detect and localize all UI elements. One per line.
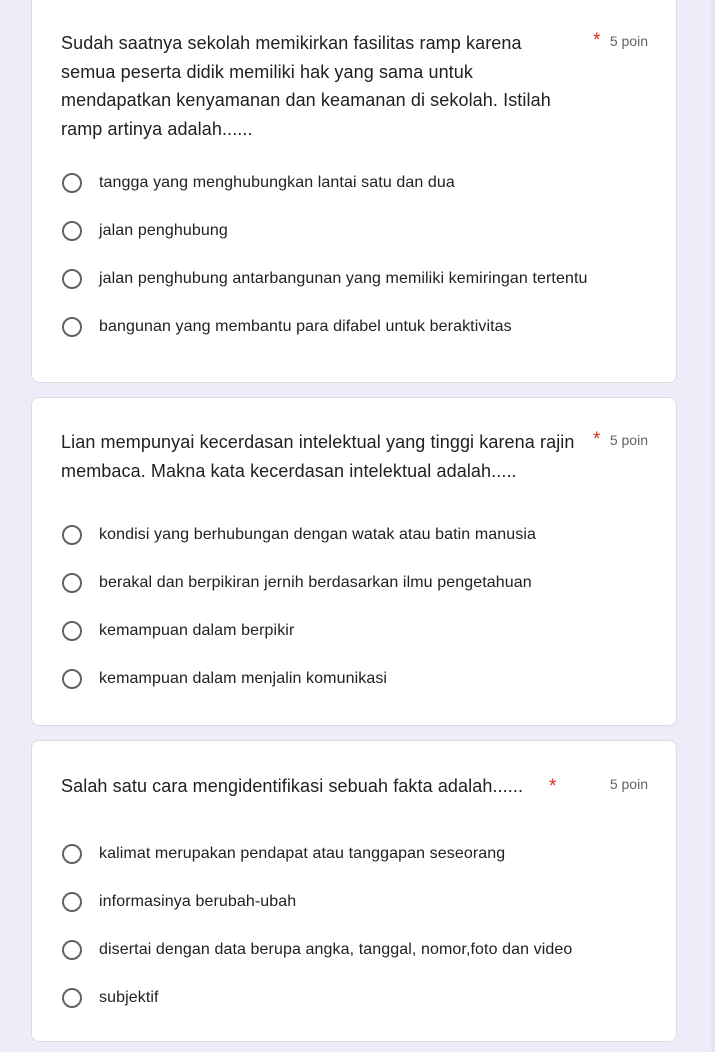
option-item[interactable] [61,926,666,974]
radio-button[interactable] [62,573,82,593]
option-label: subjektif [99,989,159,1006]
radio-button[interactable] [62,317,82,337]
option-label: jalan penghubung [99,222,228,239]
radio-button[interactable] [62,669,82,689]
option-item[interactable] [61,255,666,303]
required-asterisk: * [593,429,601,450]
question-text: Sudah saatnya sekolah memikirkan fasilitas ramp karena semua peserta didik memiliki hak yang sama untuk mendapatkan kenyamanan dan keamanan di sekolah. Istilah ramp artinya adalah...... [61,33,551,140]
radio-button[interactable] [62,892,82,912]
radio-button[interactable] [62,988,82,1008]
required-asterisk: * [593,30,601,51]
radio-button[interactable] [62,173,82,193]
option-label: kalimat merupakan pendapat atau tanggapan seseorang [99,845,506,862]
question-header [61,772,648,801]
question-header [61,29,648,144]
option-item[interactable] [61,159,666,207]
question-points: 5 poin [609,432,648,448]
option-label: berakal dan berpikiran jernih berdasarkan ilmu pengetahuan [99,574,532,591]
question-card [31,397,677,726]
question-card [31,740,677,1042]
option-label: bangunan yang membantu para difabel untuk beraktivitas [99,318,512,335]
option-label: informasinya berubah-ubah [99,893,297,910]
option-label: kemampuan dalam berpikir [99,622,295,639]
radio-button[interactable] [62,844,82,864]
required-asterisk: * [549,776,557,797]
option-label: kemampuan dalam menjalin komunikasi [99,670,388,687]
question-card [31,0,677,383]
option-item[interactable] [61,878,666,926]
radio-button[interactable] [62,525,82,545]
radio-button[interactable] [62,621,82,641]
question-text: Lian mempunyai kecerdasan intelektual yang tinggi karena rajin membaca. Makna kata kecerdasan intelektual adalah..... [61,432,575,481]
option-list [61,830,666,1022]
option-label: tangga yang menghubungkan lantai satu dan dua [99,174,455,191]
option-list [61,159,666,351]
radio-button[interactable] [62,221,82,241]
option-item[interactable] [61,303,666,351]
option-item[interactable] [61,207,666,255]
question-points: 5 poin [609,776,648,792]
radio-button[interactable] [62,269,82,289]
option-item[interactable] [61,511,666,559]
option-item[interactable] [61,607,666,655]
question-header [61,428,648,485]
option-list [61,511,666,703]
radio-button[interactable] [62,940,82,960]
option-label: disertai dengan data berupa angka, tanggal, nomor,foto dan video [99,941,573,958]
option-item[interactable] [61,655,666,703]
option-label: jalan penghubung antarbangunan yang memiliki kemiringan tertentu [99,270,588,287]
option-item[interactable] [61,559,666,607]
option-item[interactable] [61,830,666,878]
option-item[interactable] [61,974,666,1022]
question-text: Salah satu cara mengidentifikasi sebuah fakta adalah...... [61,776,524,796]
question-points: 5 poin [609,33,648,49]
scrollbar-track[interactable] [711,0,715,1052]
option-label: kondisi yang berhubungan dengan watak atau batin manusia [99,526,537,543]
